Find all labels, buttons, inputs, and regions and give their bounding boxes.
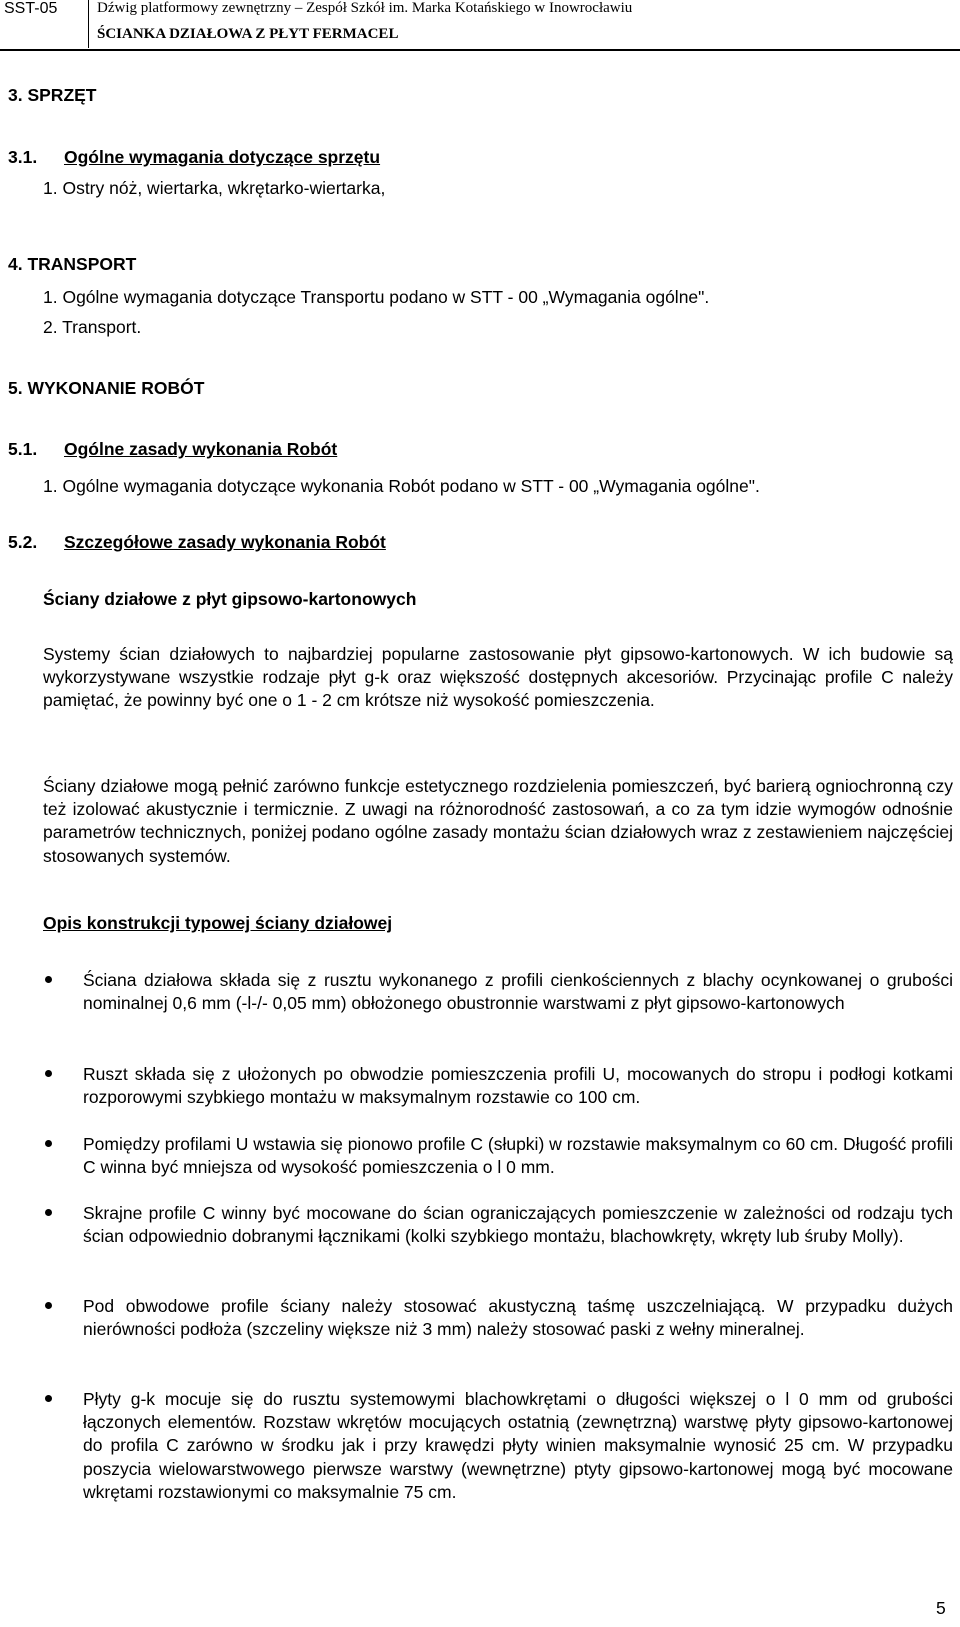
section-4-item-2: 2. Transport. bbox=[43, 317, 142, 337]
bullet-dot-icon bbox=[45, 1209, 52, 1216]
header-divider bbox=[0, 49, 960, 51]
section-3-1-item-1: 1. Ostry nóż, wiertarka, wkrętarko-wiertarka, bbox=[43, 178, 386, 198]
section-3-heading: 3. SPRZĘT bbox=[8, 85, 97, 105]
section-5-heading: 5. WYKONANIE ROBÓT bbox=[8, 378, 205, 398]
header-subtitle: ŚCIANKA DZIAŁOWA Z PŁYT FERMACEL bbox=[97, 26, 399, 42]
section-5-2-title: Szczegółowe zasady wykonania Robót bbox=[64, 532, 386, 552]
section-5-2-number: 5.2. bbox=[8, 532, 38, 552]
bullet-item-6: Płyty g-k mocuje się do rusztu systemowymi blachowkrętami o długości większej o l 0 mm od grubości łączonych elementów. Rozstaw wkrętów mocujących ostatnią (zewnętrzną) warstwę płyty gipsowo-kartonowej do profila C zarówno w środku jak i przy krawędzi płyty winien maksymalnie wynosić 25 cm. W przypadku poszycia wielowarstwowego pierwsze warstwy (wewnętrzne) ptyty gipsowo-kartonowej mogą być mocowane wkrętami rozstawionymi co maksymalnie 75 cm. bbox=[83, 1389, 953, 1502]
bullet-dot-icon bbox=[45, 976, 52, 983]
paragraph-walls: Ściany działowe mogą pełnić zarówno funkcje estetycznego rozdzielenia pomieszczeń, być barierą ogniochronną czy też izolować akustycznie i termicznie. Z uwagi na różnorodność zastosowań, a co za tym idzie wymogów odnośnie parametrów technicznych, poniżej podano ogólne zasady montażu ścian działowych wraz z zestawieniem najczęściej stosowanych systemów. bbox=[43, 776, 953, 866]
bullet-dot-icon bbox=[45, 1070, 52, 1077]
header-divider-vertical bbox=[88, 0, 89, 48]
section-4-item-1: 1. Ogólne wymagania dotyczące Transportu podano w STT - 00 „Wymagania ogólne". bbox=[43, 287, 710, 307]
section-5-1-number: 5.1. bbox=[8, 439, 38, 459]
walls-heading: Ściany działowe z płyt gipsowo-kartonowych bbox=[43, 589, 417, 609]
header-title: Dźwig platformowy zewnętrzny – Zespół Szkół im. Marka Kotańskiego w Inowrocławiu bbox=[97, 0, 633, 16]
bullet-dot-icon bbox=[45, 1302, 52, 1309]
bullet-item-5: Pod obwodowe profile ściany należy stosować akustyczną taśmę uszczelniającą. W przypadku dużych nierówności podłoża (szczeliny większe niż 3 mm) należy stosować paski z wełny mineralnej. bbox=[83, 1296, 953, 1340]
paragraph-systems: Systemy ścian działowych to najbardziej popularne zastosowanie płyt gipsowo-kartonowych. W ich budowie są wykorzystywane wszystkie rodzaje płyt g-k oraz większość dostępnych akcesoriów. Przycinając profile C należy pamiętać, że powinny być one o 1 - 2 cm krótsze niż wysokość pomieszczenia. bbox=[43, 644, 953, 711]
spec-code: SST-05 bbox=[4, 0, 58, 17]
section-5-1-item-1: 1. Ogólne wymagania dotyczące wykonania Robót podano w STT - 00 „Wymagania ogólne". bbox=[43, 476, 760, 496]
section-4-heading: 4. TRANSPORT bbox=[8, 254, 137, 274]
bullet-item-2: Ruszt składa się z ułożonych po obwodzie pomieszczenia profili U, mocowanych do stropu i podłogi kotkami rozporowymi szybkiego montażu w maksymalnym rozstawie co 100 cm. bbox=[83, 1064, 953, 1108]
bullet-item-1: Ściana działowa składa się z rusztu wykonanego z profili cienkościennych z blachy ocynkowanej o grubości nominalnej 0,6 mm (-l-/- 0,05 mm) obłożonego obustronnie warstwami z płyt gipsowo-kartonowych bbox=[83, 970, 953, 1014]
section-3-1-number: 3.1. bbox=[8, 147, 38, 167]
bullet-dot-icon bbox=[45, 1140, 52, 1147]
bullet-item-4: Skrajne profile C winny być mocowane do ścian ograniczających pomieszczenie w zależności od rodzaju tych ścian odpowiednio dobranymi łącznikami (kolki szybkiego montażu, blachowkręty, wkręty lub śruby Molly). bbox=[83, 1203, 953, 1247]
construction-heading: Opis konstrukcji typowej ściany działowej bbox=[43, 913, 393, 933]
page-number: 5 bbox=[936, 1598, 946, 1618]
page-header bbox=[0, 0, 960, 50]
bullet-dot-icon bbox=[45, 1395, 52, 1402]
section-3-1-title: Ogólne wymagania dotyczące sprzętu bbox=[64, 147, 381, 167]
bullet-item-3: Pomiędzy profilami U wstawia się pionowo profile C (słupki) w rozstawie maksymalnym co 60 cm. Długość profili C winna być mniejsza od wysokość pomieszczenia o l 0 mm. bbox=[83, 1134, 953, 1178]
section-5-1-title: Ogólne zasady wykonania Robót bbox=[64, 439, 338, 459]
